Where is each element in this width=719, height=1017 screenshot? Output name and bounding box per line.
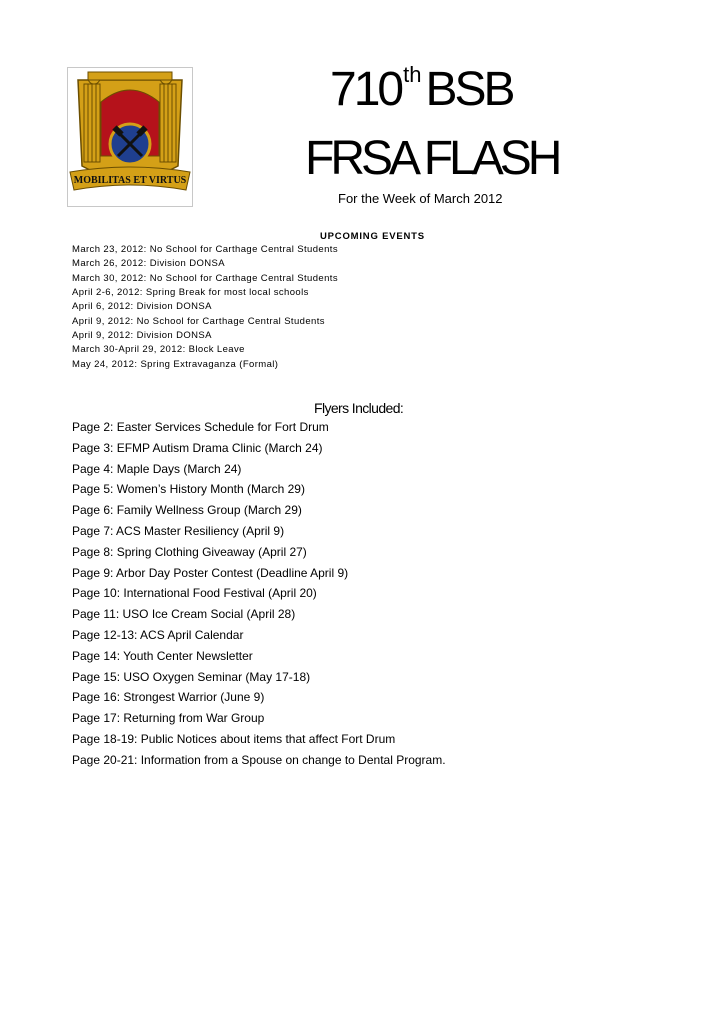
upcoming-events-list — [72, 243, 338, 372]
flyer-item: Page 20-21: Information from a Spouse on change to Dental Program. — [72, 752, 446, 767]
event-item: April 6, 2012: Division DONSA — [72, 301, 212, 313]
event-item: May 24, 2012: Spring Extravaganza (Formal) — [72, 358, 279, 370]
page-title-line1 — [330, 62, 513, 116]
event-item: March 23, 2012: No School for Carthage Central Students — [72, 244, 338, 255]
unit-crest-frame — [67, 67, 193, 207]
flyer-item: Page 2: Easter Services Schedule for Fort Drum — [72, 420, 329, 434]
regimental-crest-icon — [68, 68, 192, 206]
flyer-item: Page 10: International Food Festival (April 20) — [72, 586, 317, 601]
page-title-line2: FRSA FLASH — [305, 132, 559, 185]
flyer-item: Page 5: Women’s History Month (March 29) — [72, 482, 305, 497]
event-item: April 2-6, 2012: Spring Break for most local schools — [72, 287, 309, 299]
title-ordinal-suffix: th — [403, 62, 422, 87]
flyer-item: Page 12-13: ACS April Calendar — [72, 627, 244, 642]
event-item: April 9, 2012: Division DONSA — [72, 330, 212, 342]
title-unit: BSB — [425, 63, 513, 116]
title-number: 710 — [330, 63, 402, 116]
event-item: March 30-April 29, 2012: Block Leave — [72, 344, 245, 356]
flyer-item: Page 4: Maple Days (March 24) — [72, 461, 242, 476]
flyer-item: Page 17: Returning from War Group — [72, 711, 265, 726]
flyer-item: Page 15: USO Oxygen Seminar (May 17-18) — [72, 669, 311, 684]
flyer-item: Page 6: Family Wellness Group (March 29) — [72, 503, 302, 518]
flyer-item: Page 18-19: Public Notices about items that affect Fort Drum — [72, 731, 396, 746]
flyers-list — [72, 417, 446, 771]
event-item: March 30, 2012: No School for Carthage Central Students — [72, 272, 338, 284]
flyers-heading: Flyers Included: — [314, 400, 404, 416]
flyer-item: Page 7: ACS Master Resiliency (April 9) — [72, 523, 285, 538]
flyer-item: Page 3: EFMP Autism Drama Clinic (March 24) — [72, 440, 323, 455]
event-item: March 26, 2012: Division DONSA — [72, 258, 225, 270]
flyer-item: Page 11: USO Ice Cream Social (April 28) — [72, 607, 296, 622]
flyer-item: Page 14: Youth Center Newsletter — [72, 648, 253, 663]
flyer-item: Page 9: Arbor Day Poster Contest (Deadline April 9) — [72, 565, 349, 580]
flyer-item: Page 16: Strongest Warrior (June 9) — [72, 690, 265, 705]
upcoming-events-heading: UPCOMING EVENTS — [320, 231, 425, 242]
event-item: April 9, 2012: No School for Carthage Central Students — [72, 315, 325, 327]
flyer-item: Page 8: Spring Clothing Giveaway (April 27) — [72, 544, 307, 559]
week-subtitle: For the Week of March 2012 — [338, 191, 503, 206]
crest-motto: MOBILITAS ET VIRTUS — [73, 175, 187, 186]
